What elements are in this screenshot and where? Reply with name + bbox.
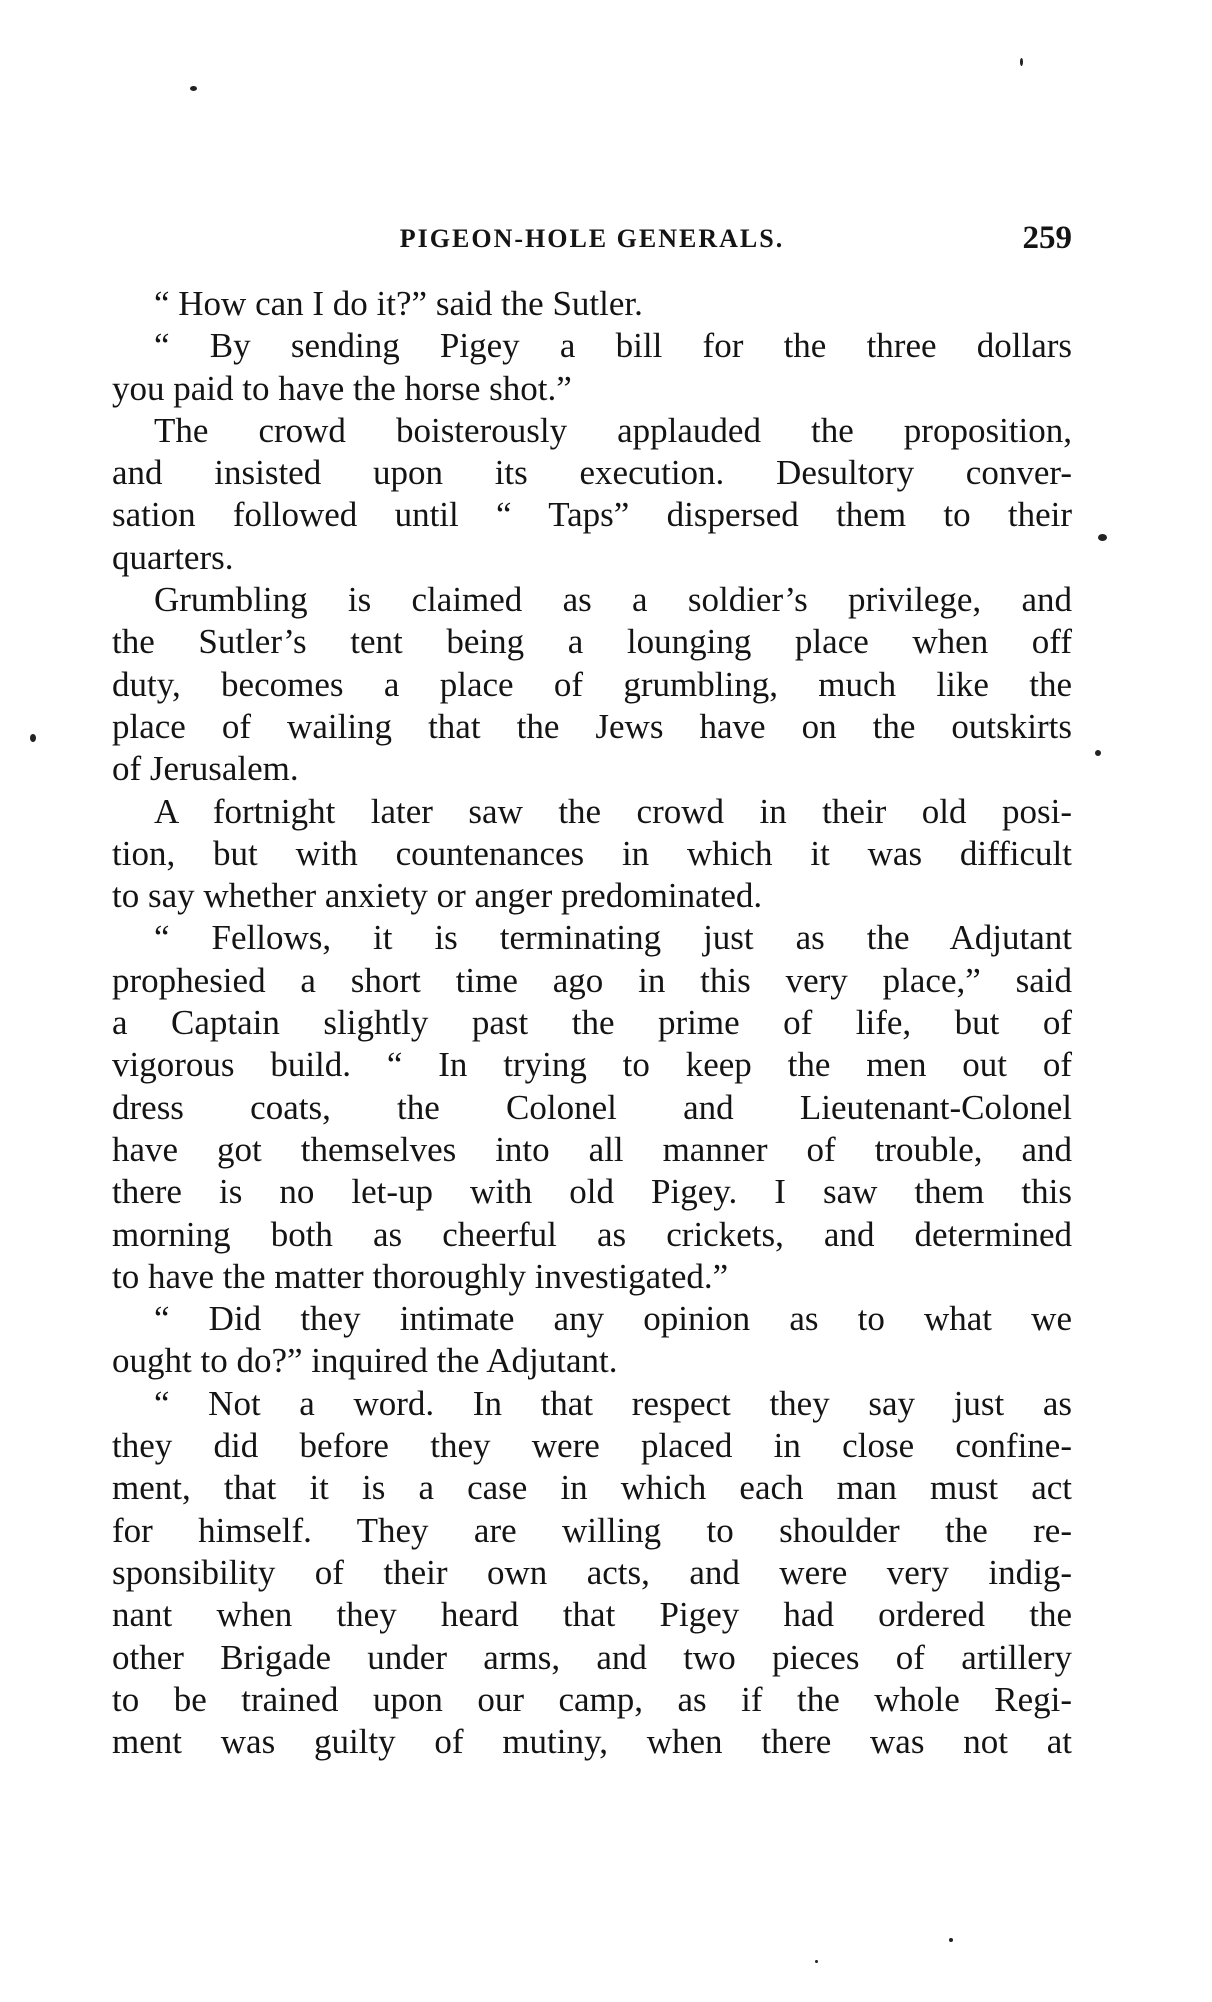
text-line: to say whether anxiety or anger predominated. bbox=[112, 876, 763, 916]
text-line: nant when they heard that Pigey had ordered the bbox=[112, 1595, 1072, 1635]
text-line: ment, that it is a case in which each man must act bbox=[112, 1468, 1072, 1508]
text-line: and insisted upon its execution. Desultory conver- bbox=[112, 453, 1072, 493]
running-head bbox=[112, 220, 1072, 260]
text-line: duty, becomes a place of grumbling, much like the bbox=[112, 664, 1072, 704]
text-line: dress coats, the Colonel and Lieutenant-Colonel bbox=[112, 1087, 1072, 1127]
text-line: “ Not a word. In that respect they say just as bbox=[154, 1383, 1072, 1423]
text-line: “ How can I do it?” said the Sutler. bbox=[154, 284, 643, 323]
text-line: the Sutler’s tent being a lounging place when off bbox=[112, 622, 1072, 662]
text-line: for himself. They are willing to shoulder the re- bbox=[112, 1510, 1072, 1550]
text-line: there is no let-up with old Pigey. I saw them this bbox=[112, 1172, 1072, 1212]
scan-speck bbox=[1020, 58, 1023, 66]
text-line: place of wailing that the Jews have on the outskirts bbox=[112, 706, 1072, 746]
text-line: other Brigade under arms, and two pieces of artillery bbox=[112, 1637, 1072, 1677]
text-line: a Captain slightly past the prime of life, but of bbox=[112, 1003, 1072, 1043]
text-line: ment was guilty of mutiny, when there was not at bbox=[112, 1722, 1072, 1762]
text-line: sation followed until “ Taps” dispersed them to their bbox=[112, 495, 1072, 535]
text-line: you paid to have the horse shot.” bbox=[112, 368, 572, 408]
text-line: tion, but with countenances in which it was difficult bbox=[112, 833, 1072, 873]
body-text bbox=[112, 283, 1072, 1763]
text-line: quarters. bbox=[112, 537, 234, 577]
text-line: sponsibility of their own acts, and were very indig- bbox=[112, 1552, 1072, 1592]
text-line: ought to do?” inquired the Adjutant. bbox=[112, 1341, 618, 1381]
text-line: “ Fellows, it is terminating just as the Adjutant bbox=[154, 918, 1072, 958]
scan-speck bbox=[1098, 534, 1107, 541]
text-line: “ Did they intimate any opinion as to what we bbox=[154, 1299, 1072, 1339]
text-line: morning both as cheerful as crickets, and determined bbox=[112, 1214, 1072, 1254]
scan-speck bbox=[1095, 750, 1101, 756]
text-line: vigorous build. “ In trying to keep the men out of bbox=[112, 1045, 1072, 1085]
text-line: The crowd boisterously applauded the proposition, bbox=[154, 410, 1072, 450]
text-line: have got themselves into all manner of trouble, and bbox=[112, 1129, 1072, 1169]
scan-speck bbox=[949, 1938, 953, 1942]
text-line: to have the matter thoroughly investigated.” bbox=[112, 1256, 729, 1296]
text-line: prophesied a short time ago in this very place,” said bbox=[112, 960, 1072, 1000]
text-line: Grumbling is claimed as a soldier’s privilege, and bbox=[154, 580, 1072, 620]
running-title: PIGEON-HOLE GENERALS. bbox=[399, 224, 785, 253]
text-line: to be trained upon our camp, as if the whole Regi- bbox=[112, 1679, 1072, 1719]
text-line: of Jerusalem. bbox=[112, 749, 299, 789]
scan-speck bbox=[815, 1960, 818, 1963]
scan-speck bbox=[30, 734, 36, 742]
text-line: they did before they were placed in close confine- bbox=[112, 1426, 1072, 1466]
page-number: 259 bbox=[1022, 220, 1072, 256]
text-line: “ By sending Pigey a bill for the three dollars bbox=[154, 326, 1072, 366]
scan-speck bbox=[190, 86, 197, 91]
text-line: A fortnight later saw the crowd in their old posi- bbox=[154, 791, 1072, 831]
